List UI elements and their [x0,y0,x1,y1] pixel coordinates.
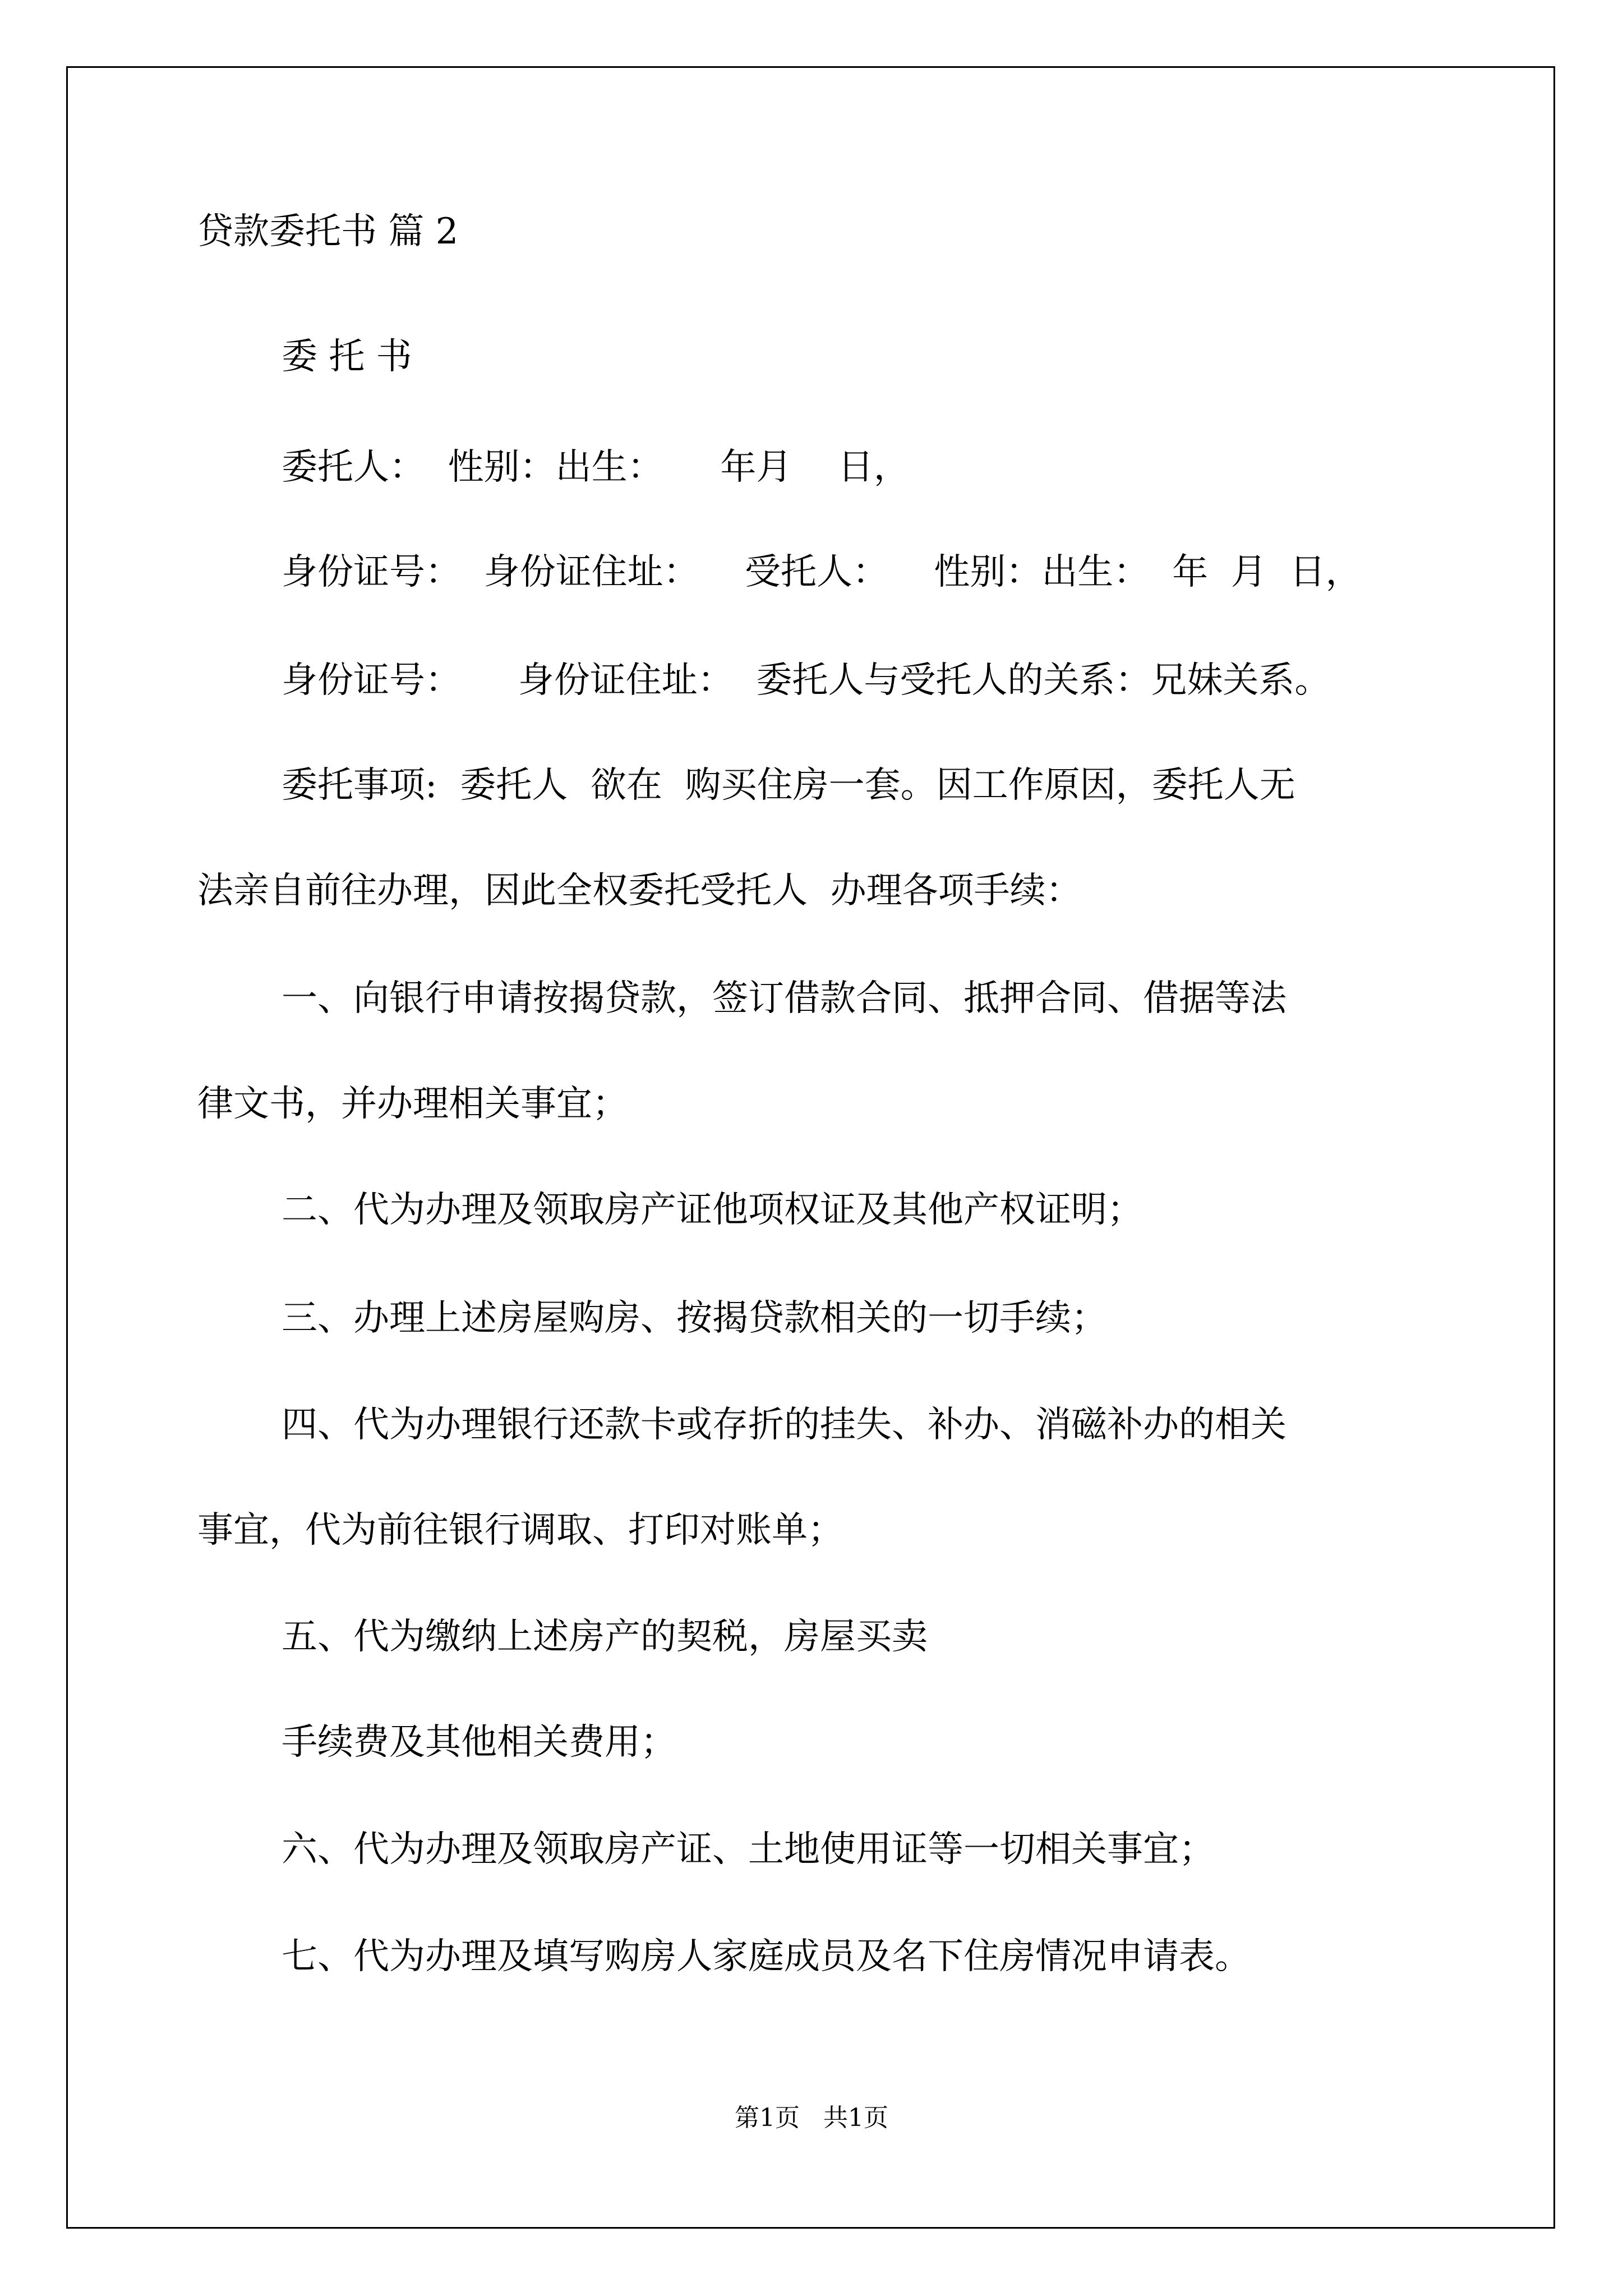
paragraph-line-3: 身份证号： 身份证住址： 委托人与受托人的关系：兄妹关系。 [282,660,1331,701]
paragraph-line-10: 四、代为办理银行还款卡或存折的挂失、补办、消磁补办的相关 [282,1404,1287,1446]
paragraph-line-1: 委托人： 性别：出生： 年月 日， [282,447,910,488]
paragraph-line-11: 事宜，代为前往银行调取、打印对账单； [197,1510,843,1551]
document-heading: 贷款委托书 篇 2 [197,211,459,252]
paragraph-line-8: 二、代为办理及领取房产证他项权证及其他产权证明； [282,1189,1143,1231]
page-number-footer: 第1页 共1页 [735,2104,888,2132]
paragraph-line-12: 五、代为缴纳上述房产的契税，房屋买卖 [282,1616,928,1658]
paragraph-line-4: 委托事项: 委托人 欲在 购买住房一套。因工作原因，委托人无 [282,765,1295,806]
paragraph-line-15: 七、代为办理及填写购房人家庭成员及名下住房情况申请表。 [282,1936,1251,1977]
page-border [66,66,1555,2229]
paragraph-line-13: 手续费及其他相关费用； [282,1722,676,1763]
paragraph-line-6: 一、向银行申请按揭贷款，签订借款合同、抵押合同、借据等法 [282,978,1287,1019]
paragraph-line-7: 律文书，并办理相关事宜； [197,1083,628,1125]
paragraph-line-9: 三、办理上述房屋购房、按揭贷款相关的一切手续； [282,1297,1107,1339]
document-title: 委 托 书 [282,336,412,378]
paragraph-line-2: 身份证号： 身份证住址： 受托人： 性别：出生： 年 月 日， [282,551,1362,593]
paragraph-line-5: 法亲自前往办理，因此全权委托受托人 办理各项手续： [197,870,1082,912]
paragraph-line-14: 六、代为办理及领取房产证、土地使用证等一切相关事宜； [282,1829,1215,1870]
